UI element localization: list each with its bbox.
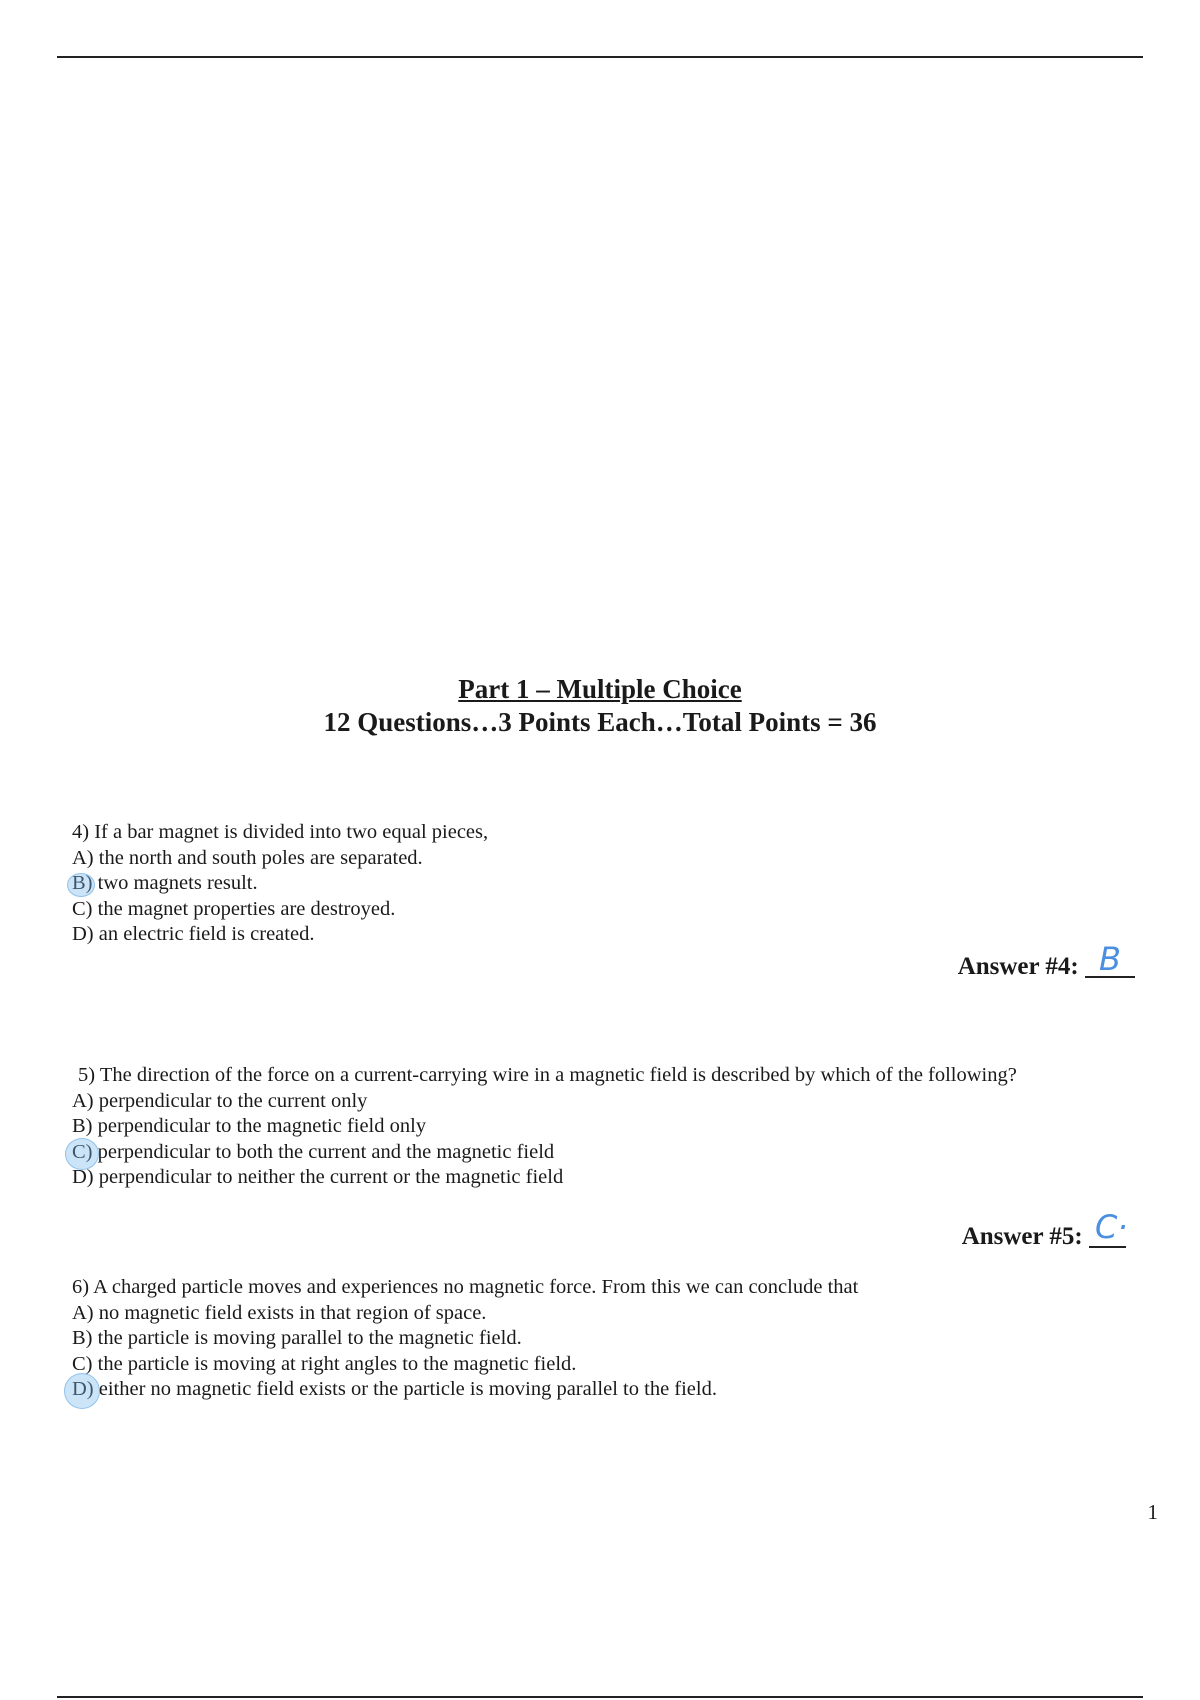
choice-a: A) no magnetic field exists in that region of space. — [72, 1301, 487, 1324]
choice-c: C) the magnet properties are destroyed. — [72, 897, 396, 920]
choice-b: B) perpendicular to the magnetic field only — [72, 1115, 427, 1137]
selection-circle — [67, 873, 95, 897]
question-stem: 6) A charged particle moves and experiences no magnetic force. From this we can conclude that — [72, 1276, 859, 1298]
page-number: 1 — [1147, 1500, 1158, 1524]
choice-text: C) perpendicular to both the current and the magnetic field — [72, 1140, 555, 1163]
section-title: Part 1 – Multiple Choice — [458, 674, 742, 704]
bottom-rule — [57, 1696, 1143, 1698]
choice-text: B) two magnets result. — [72, 872, 258, 894]
selection-circle — [64, 1373, 100, 1409]
question-stem: 5) The direction of the force on a current-carrying wire in a magnetic field is described by which of the following? — [78, 1064, 1017, 1086]
answer-4 — [957, 940, 1135, 981]
handwritten-answer: B — [1099, 940, 1121, 978]
choice-d: D) an electric field is created. — [72, 923, 315, 945]
choice-d: D) perpendicular to neither the current or the magnetic field — [72, 1166, 564, 1188]
choice-c — [72, 1140, 1017, 1166]
choice-c: C) the particle is moving at right angles to the magnetic field. — [72, 1352, 577, 1375]
choice-a: A) the north and south poles are separated. — [72, 846, 423, 869]
choice-d — [72, 1377, 858, 1403]
question-5 — [72, 1063, 1017, 1191]
question-6 — [72, 1275, 858, 1403]
question-stem: 4) If a bar magnet is divided into two equal pieces, — [72, 821, 489, 843]
top-rule — [57, 56, 1143, 58]
choice-b — [72, 871, 488, 897]
answer-5 — [961, 1208, 1128, 1251]
choice-a: A) perpendicular to the current only — [72, 1089, 368, 1112]
section-subtitle: 12 Questions…3 Points Each…Total Points = 36 — [323, 707, 877, 737]
section-header — [0, 672, 1200, 739]
handwritten-answer: C· — [1095, 1208, 1128, 1246]
question-4 — [72, 820, 488, 948]
answer-label: Answer #4: — [957, 953, 1079, 980]
answer-blank — [1089, 1208, 1128, 1248]
answer-label: Answer #5: — [961, 1223, 1083, 1250]
answer-blank — [1085, 940, 1135, 978]
choice-text: D) either no magnetic field exists or the particle is moving parallel to the field. — [72, 1378, 717, 1400]
choice-b: B) the particle is moving parallel to the magnetic field. — [72, 1327, 522, 1349]
